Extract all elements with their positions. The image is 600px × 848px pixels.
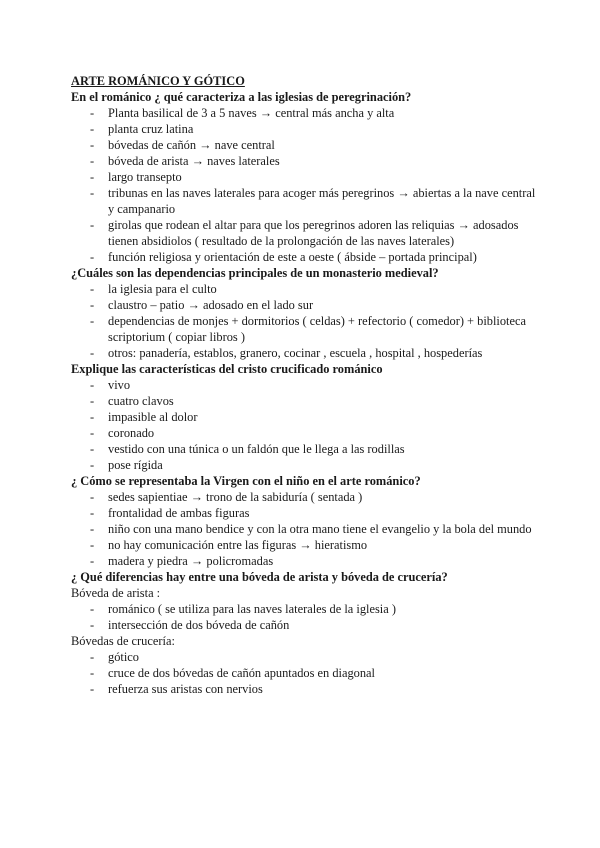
list-item: - claustro – patio → adosado en el lado sur	[71, 297, 541, 313]
list-item: - cruce de dos bóvedas de cañón apuntados en diagonal	[71, 665, 541, 681]
list-item: - refuerza sus aristas con nervios	[71, 681, 541, 697]
list-item: - frontalidad de ambas figuras	[71, 505, 541, 521]
list-item: - la iglesia para el culto	[71, 281, 541, 297]
list-item: - impasible al dolor	[71, 409, 541, 425]
list-item: - coronado	[71, 425, 541, 441]
list-item: - otros: panadería, establos, granero, cocinar , escuela , hospital , hospederías	[71, 345, 541, 361]
section-question: En el románico ¿ qué caracteriza a las iglesias de peregrinación?	[71, 90, 412, 104]
bullet-list	[71, 649, 541, 697]
list-item: - pose rígida	[71, 457, 541, 473]
list-item: - Planta basilical de 3 a 5 naves → central más ancha y alta	[71, 105, 541, 121]
list-item: - no hay comunicación entre las figuras → hieratismo	[71, 537, 541, 553]
list-item: - función religiosa y orientación de este a oeste ( ábside – portada principal)	[71, 249, 541, 265]
section-question: Explique las características del cristo crucificado románico	[71, 362, 383, 376]
list-item: - románico ( se utiliza para las naves laterales de la iglesia )	[71, 601, 541, 617]
document-title: ARTE ROMÁNICO Y GÓTICO	[71, 74, 245, 88]
list-item: - bóvedas de cañón → nave central	[71, 137, 541, 153]
list-item: - vivo	[71, 377, 541, 393]
list-item: - madera y piedra → policromadas	[71, 553, 541, 569]
list-item: - tribunas en las naves laterales para acoger más peregrinos → abiertas a la nave central y campanario	[71, 185, 541, 217]
list-item: - niño con una mano bendice y con la otra mano tiene el evangelio y la bola del mundo	[71, 521, 541, 537]
list-item: - intersección de dos bóveda de cañón	[71, 617, 541, 633]
list-item: - vestido con una túnica o un faldón que le llega a las rodillas	[71, 441, 541, 457]
list-item: - bóveda de arista → naves laterales	[71, 153, 541, 169]
bullet-list	[71, 281, 541, 361]
document-body	[71, 73, 541, 697]
bullet-list	[71, 489, 541, 569]
list-item: - girolas que rodean el altar para que los peregrinos adoren las reliquias → adosados tienen absidiolos ( resultado de la prolongación de las naves laterales)	[71, 217, 541, 249]
list-item: - dependencias de monjes + dormitorios ( celdas) + refectorio ( comedor) + biblioteca scriptorium ( copiar libros )	[71, 313, 541, 345]
list-item: - cuatro clavos	[71, 393, 541, 409]
section-subheading: Bóveda de arista :	[71, 586, 161, 600]
section-question: ¿ Cómo se representaba la Virgen con el niño en el arte románico?	[71, 474, 421, 488]
list-item: - sedes sapientiae → trono de la sabiduría ( sentada )	[71, 489, 541, 505]
list-item: - planta cruz latina	[71, 121, 541, 137]
list-item: - largo transepto	[71, 169, 541, 185]
bullet-list	[71, 105, 541, 265]
bullet-list	[71, 377, 541, 473]
bullet-list	[71, 601, 541, 633]
list-item: - gótico	[71, 649, 541, 665]
section-question: ¿ Qué diferencias hay entre una bóveda de arista y bóveda de crucería?	[71, 570, 448, 584]
section-subheading: Bóvedas de crucería:	[71, 634, 175, 648]
section-question: ¿Cuáles son las dependencias principales de un monasterio medieval?	[71, 266, 439, 280]
